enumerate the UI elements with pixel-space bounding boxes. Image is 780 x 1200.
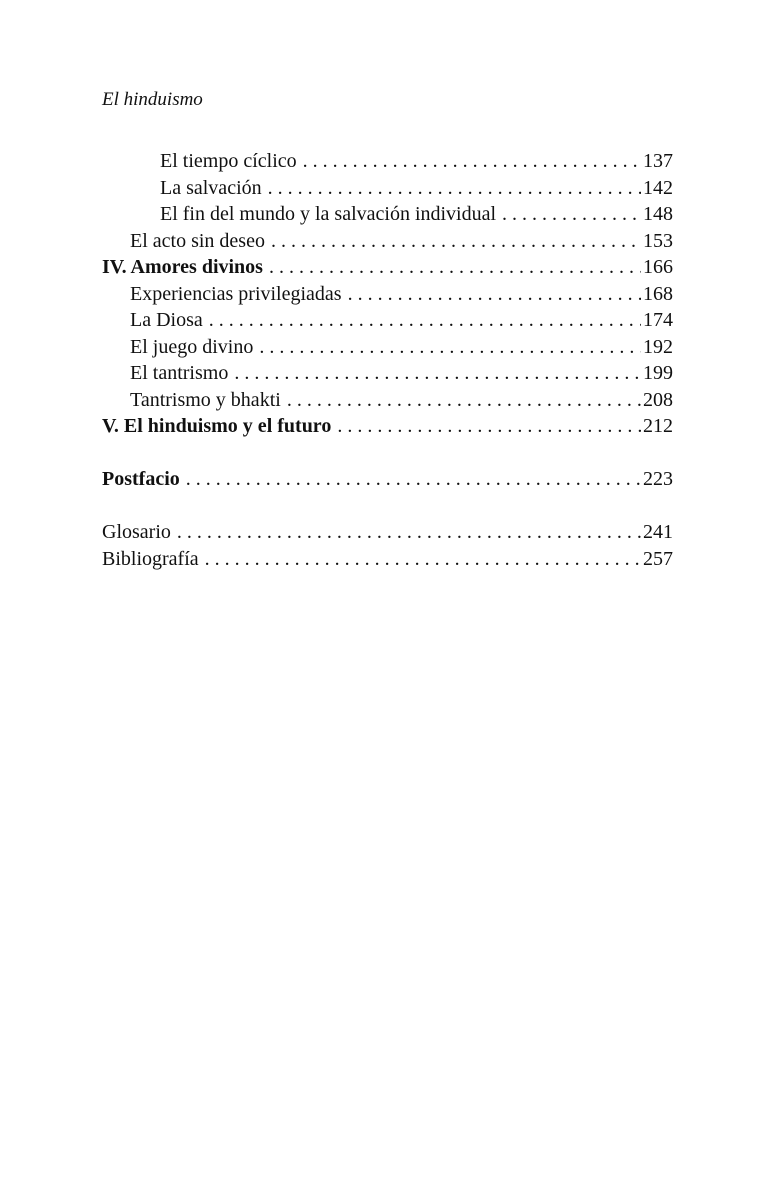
toc-entry-page: 241 <box>643 521 673 543</box>
toc-chapter-title: IV. Amores divinos <box>102 256 263 278</box>
toc-entry-title: Experiencias privilegiadas <box>130 282 342 305</box>
toc-chapter-entry <box>102 466 673 493</box>
toc-entry-title: Bibliografía <box>102 547 199 570</box>
toc-leader-dots <box>269 254 641 281</box>
toc-entry-page: 257 <box>643 547 673 570</box>
toc-entry-title: Glosario <box>102 521 171 543</box>
toc-chapter-title: Postfacio <box>102 468 180 490</box>
toc-entry <box>102 148 673 175</box>
toc-entry-title: La salvación <box>160 176 262 199</box>
toc-chapter-entry <box>102 254 673 281</box>
toc-leader-dots <box>268 175 641 202</box>
toc-chapter-title: V. El hinduismo y el futuro <box>102 415 332 437</box>
toc-leader-dots <box>205 546 641 573</box>
toc-entry-title: El acto sin deseo <box>130 229 265 252</box>
toc-leader-dots <box>287 387 641 414</box>
toc-entry <box>102 387 673 414</box>
toc-entry-title: El tiempo cíclico <box>160 150 297 172</box>
toc-entry <box>102 334 673 361</box>
toc-leader-dots <box>234 360 641 387</box>
toc-leader-dots <box>502 201 641 228</box>
toc-entry-page: 192 <box>643 335 673 358</box>
toc-entry-title: El tantrismo <box>130 362 229 384</box>
toc-leader-dots <box>271 228 641 255</box>
toc-entry-page: 223 <box>643 468 673 490</box>
toc-leader-dots <box>209 307 641 334</box>
toc-entry-page: 212 <box>643 415 673 437</box>
toc-entry <box>102 228 673 255</box>
toc-leader-dots <box>177 519 641 546</box>
running-head: El hinduismo <box>102 89 203 110</box>
toc-leader-dots <box>303 148 641 175</box>
toc-entry-title: El juego divino <box>130 335 254 358</box>
toc-entry-title: La Diosa <box>130 309 203 331</box>
toc-entry-page: 174 <box>643 309 673 331</box>
toc-entry-page: 153 <box>643 229 673 252</box>
toc-spacer <box>102 440 673 467</box>
toc-entry-title: Tantrismo y bhakti <box>130 388 281 411</box>
toc-entry <box>102 175 673 202</box>
toc-entry-page: 199 <box>643 362 673 384</box>
table-of-contents <box>102 148 673 572</box>
toc-entry <box>102 360 673 387</box>
toc-spacer <box>102 493 673 520</box>
toc-leader-dots <box>348 281 641 308</box>
toc-entry <box>102 281 673 308</box>
toc-leader-dots <box>259 334 641 361</box>
toc-entry-page: 166 <box>643 256 673 278</box>
toc-leader-dots <box>337 413 641 440</box>
toc-entry-title: El fin del mundo y la salvación individual <box>160 203 497 225</box>
toc-chapter-entry <box>102 413 673 440</box>
toc-entry-page: 137 <box>643 150 673 172</box>
toc-entry <box>102 546 673 573</box>
toc-entry <box>102 519 673 546</box>
toc-entry-page: 142 <box>643 176 673 199</box>
toc-entry <box>102 201 673 228</box>
toc-leader-dots <box>186 466 641 493</box>
toc-entry-page: 148 <box>643 203 673 225</box>
toc-entry-page: 208 <box>643 388 673 411</box>
toc-entry-page: 168 <box>643 282 673 305</box>
toc-entry <box>102 307 673 334</box>
